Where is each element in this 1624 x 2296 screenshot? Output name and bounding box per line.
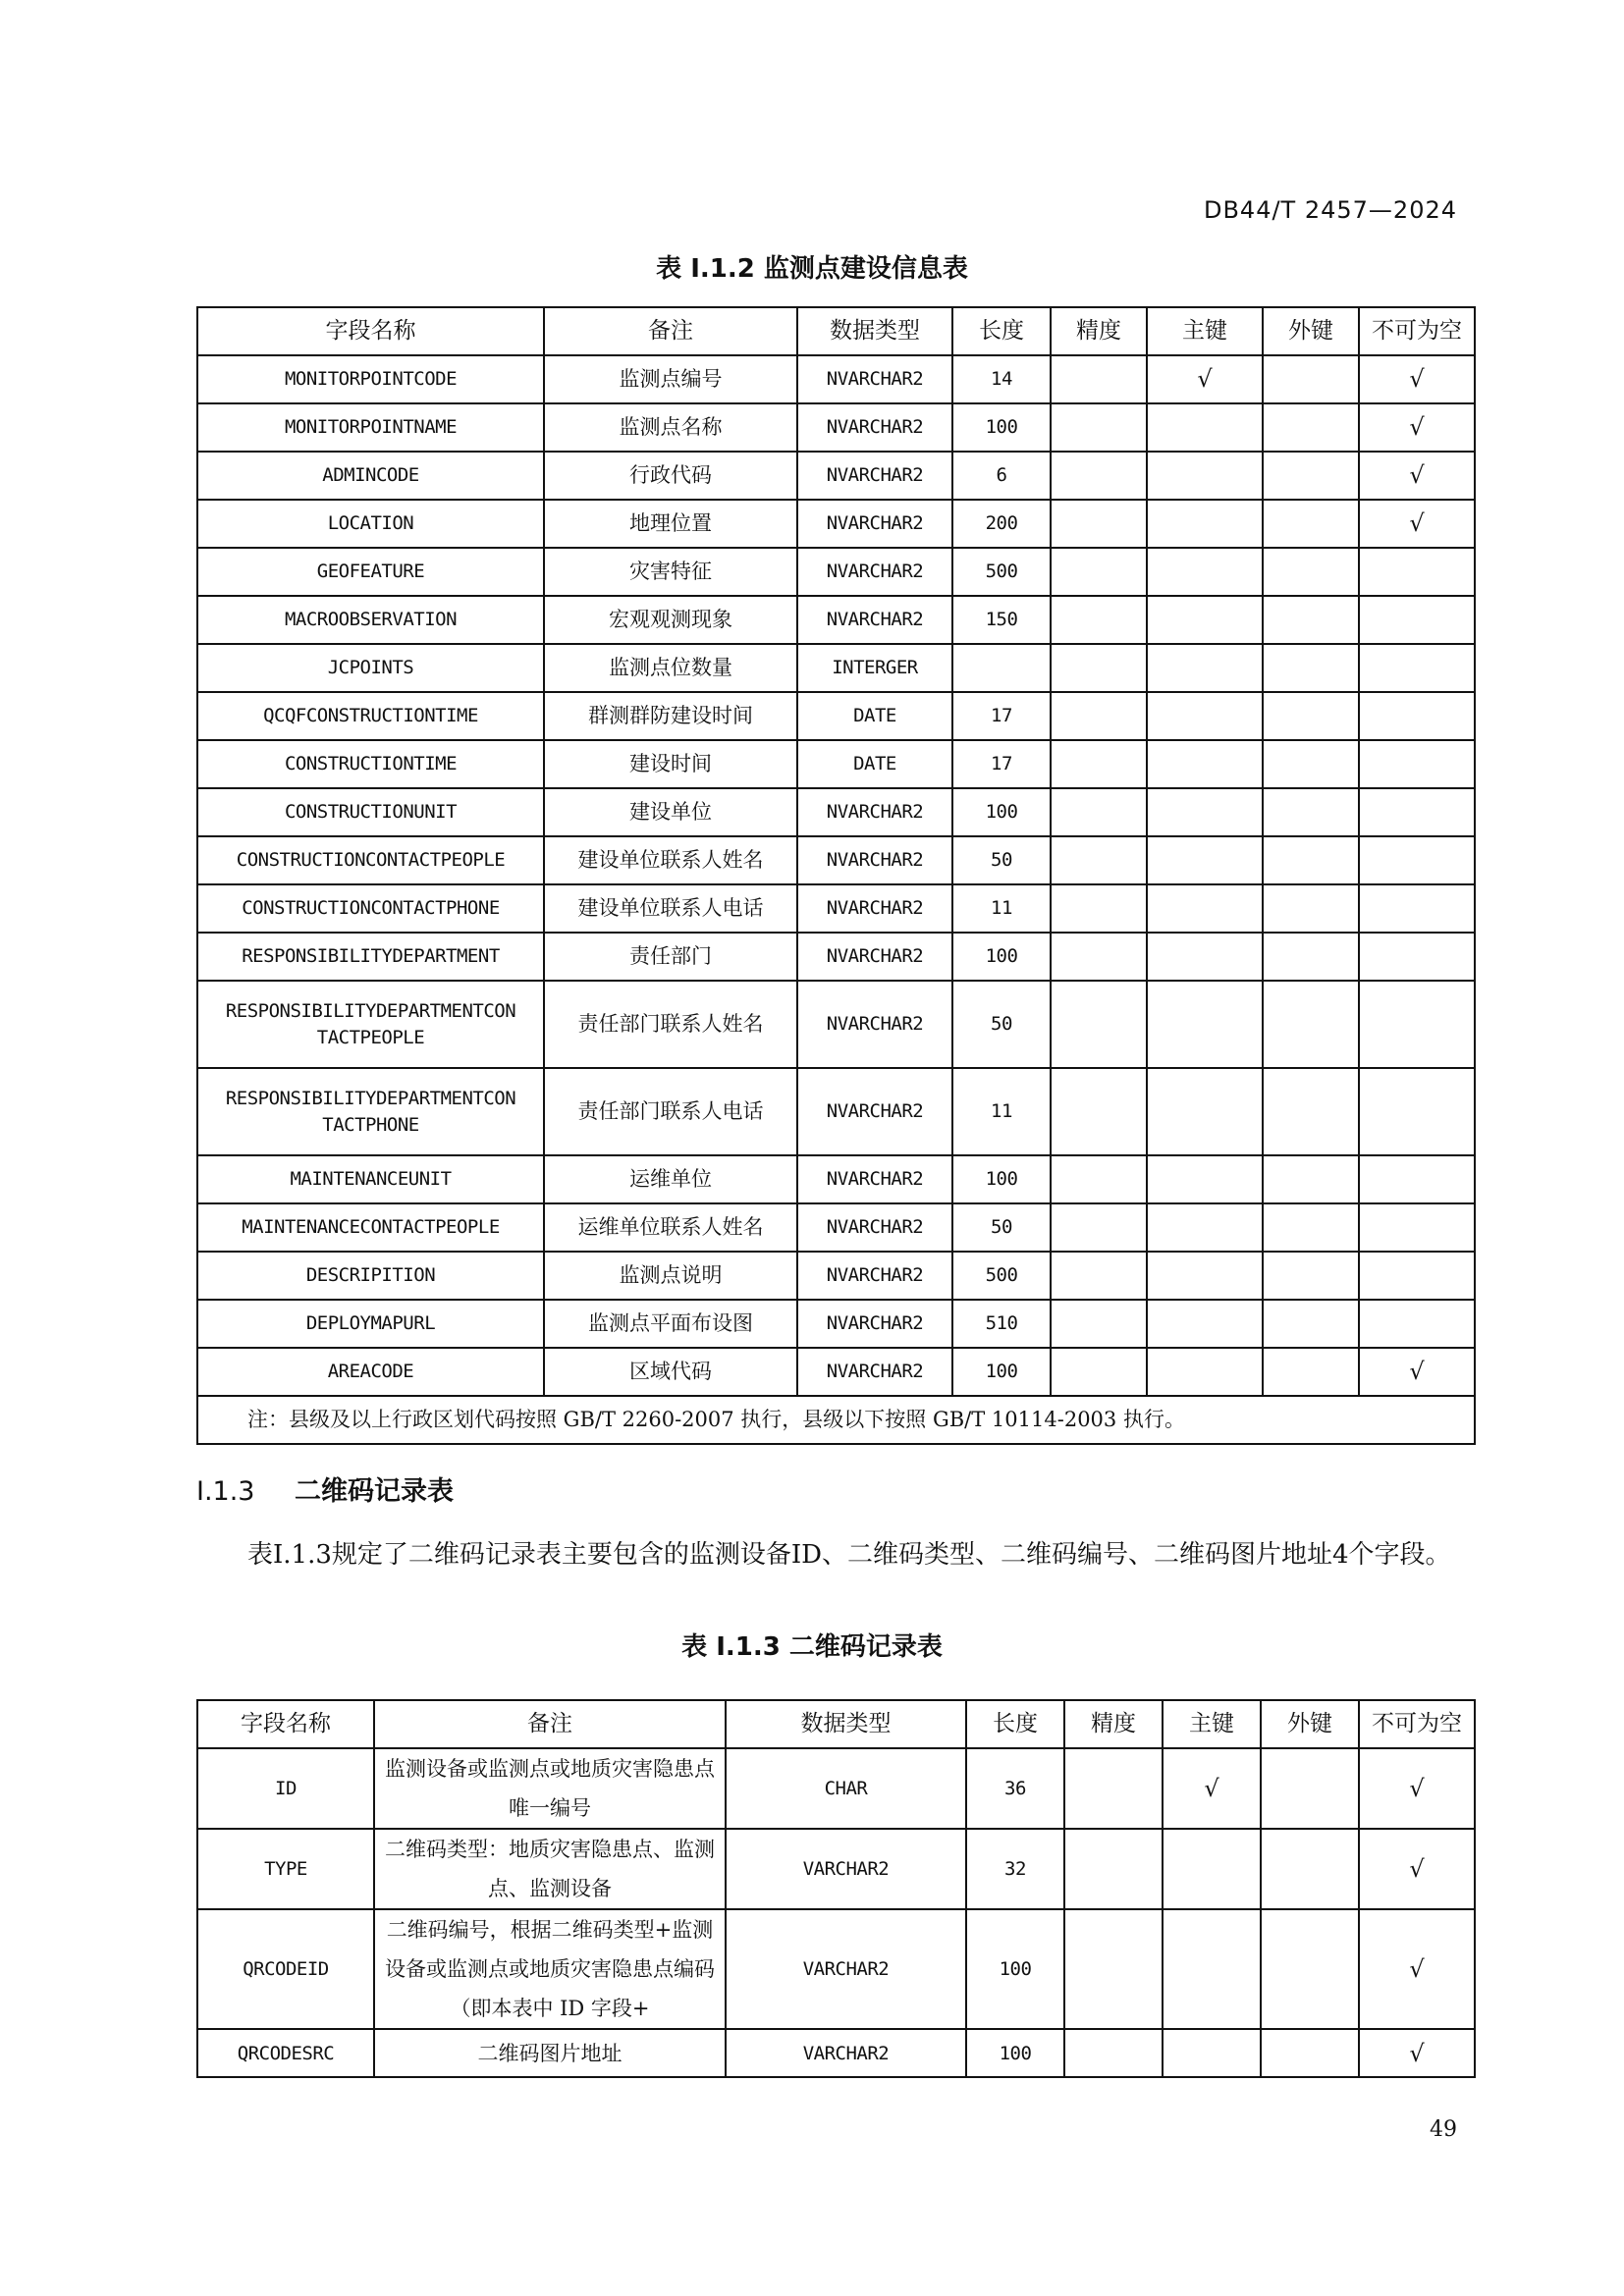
table-row [197,1748,1475,1829]
length-cell: 100 [952,933,1051,981]
data-type-cell: NVARCHAR2 [797,1155,952,1203]
length-cell: 500 [952,548,1051,596]
primary-key-cell [1147,836,1263,884]
table-row [197,1348,1475,1396]
field-name-cell: QRCODESRC [197,2029,374,2077]
table-row [197,788,1475,836]
primary-key-cell [1163,1909,1261,2029]
table-row [197,500,1475,548]
foreign-key-cell [1263,644,1359,692]
not-null-cell: √ [1359,2029,1475,2077]
column-header: 精度 [1064,1700,1163,1748]
foreign-key-cell [1263,1203,1359,1252]
primary-key-cell [1147,1155,1263,1203]
length-cell: 50 [952,981,1051,1068]
data-type-cell: INTERGER [797,644,952,692]
field-name-cell: MONITORPOINTCODE [197,355,544,403]
field-name-cell: MAINTENANCEUNIT [197,1155,544,1203]
not-null-cell [1359,1155,1475,1203]
data-type-cell: VARCHAR2 [726,1829,966,1909]
foreign-key-cell [1261,1829,1359,1909]
precision-cell [1051,740,1147,788]
table-row [197,933,1475,981]
foreign-key-cell [1263,355,1359,403]
field-name-cell: DESCRIPITION [197,1252,544,1300]
not-null-cell: √ [1359,403,1475,452]
table-row [197,355,1475,403]
remark-cell: 二维码类型：地质灾害隐患点、监测点、监测设备 [374,1829,726,1909]
field-name-cell: DEPLOYMAPURL [197,1300,544,1348]
table-row [197,884,1475,933]
length-cell: 100 [952,403,1051,452]
column-header: 不可为空 [1359,1700,1475,1748]
data-type-cell: NVARCHAR2 [797,500,952,548]
primary-key-cell [1147,452,1263,500]
precision-cell [1051,1068,1147,1155]
remark-cell: 监测点平面布设图 [544,1300,797,1348]
precision-cell [1051,1348,1147,1396]
remark-cell: 责任部门联系人电话 [544,1068,797,1155]
remark-cell: 责任部门 [544,933,797,981]
section-number: I.1.3 [196,1476,255,1507]
not-null-cell: √ [1359,1348,1475,1396]
remark-cell: 地理位置 [544,500,797,548]
length-cell: 50 [952,836,1051,884]
data-type-cell: NVARCHAR2 [797,1300,952,1348]
table-row [197,1203,1475,1252]
column-header: 字段名称 [197,307,544,355]
page-number: 49 [1430,2117,1457,2142]
remark-cell: 建设单位 [544,788,797,836]
not-null-cell: √ [1359,452,1475,500]
data-type-cell: DATE [797,692,952,740]
not-null-cell [1359,644,1475,692]
table-header-row [197,1700,1475,1748]
data-type-cell: VARCHAR2 [726,1909,966,2029]
data-type-cell: NVARCHAR2 [797,1203,952,1252]
column-header: 数据类型 [797,307,952,355]
monitor-point-info-table [196,306,1476,1445]
table-row [197,1829,1475,1909]
length-cell: 100 [966,1909,1064,2029]
primary-key-cell [1147,1252,1263,1300]
table-row [197,548,1475,596]
table-note: 注：县级及以上行政区划代码按照 GB/T 2260-2007 执行，县级以下按照 GB/T 10114-2003 执行。 [197,1396,1475,1444]
field-name-cell: GEOFEATURE [197,548,544,596]
foreign-key-cell [1261,2029,1359,2077]
precision-cell [1051,1252,1147,1300]
remark-cell: 二维码图片地址 [374,2029,726,2077]
precision-cell [1051,692,1147,740]
primary-key-cell [1147,548,1263,596]
length-cell [952,644,1051,692]
not-null-cell [1359,788,1475,836]
data-type-cell: NVARCHAR2 [797,1348,952,1396]
precision-cell [1051,1155,1147,1203]
remark-cell: 责任部门联系人姓名 [544,981,797,1068]
length-cell: 11 [952,884,1051,933]
foreign-key-cell [1263,500,1359,548]
not-null-cell: √ [1359,1909,1475,2029]
length-cell: 100 [952,1348,1051,1396]
remark-cell: 监测点说明 [544,1252,797,1300]
primary-key-cell [1147,788,1263,836]
not-null-cell: √ [1359,1829,1475,1909]
field-name-cell: MAINTENANCECONTACTPEOPLE [197,1203,544,1252]
length-cell: 36 [966,1748,1064,1829]
precision-cell [1051,884,1147,933]
remark-cell: 灾害特征 [544,548,797,596]
section-heading [196,1469,454,1508]
data-type-cell: NVARCHAR2 [797,884,952,933]
primary-key-cell [1147,1068,1263,1155]
column-header: 外键 [1261,1700,1359,1748]
length-cell: 32 [966,1829,1064,1909]
not-null-cell [1359,548,1475,596]
not-null-cell [1359,1252,1475,1300]
remark-cell: 宏观观测现象 [544,596,797,644]
column-header: 主键 [1147,307,1263,355]
precision-cell [1051,836,1147,884]
data-type-cell: NVARCHAR2 [797,596,952,644]
foreign-key-cell [1263,1068,1359,1155]
table-row [197,692,1475,740]
precision-cell [1051,644,1147,692]
primary-key-cell [1147,1348,1263,1396]
table-row [197,740,1475,788]
section-paragraph: 表I.1.3规定了二维码记录表主要包含的监测设备ID、二维码类型、二维码编号、二维码图片地址4个字段。 [247,1540,1451,1570]
not-null-cell [1359,596,1475,644]
primary-key-cell [1147,403,1263,452]
primary-key-cell [1147,1300,1263,1348]
table-row [197,644,1475,692]
column-header: 主键 [1163,1700,1261,1748]
length-cell: 50 [952,1203,1051,1252]
precision-cell [1051,403,1147,452]
primary-key-cell [1163,2029,1261,2077]
foreign-key-cell [1263,1348,1359,1396]
table-row [197,1300,1475,1348]
length-cell: 200 [952,500,1051,548]
primary-key-cell [1147,500,1263,548]
remark-cell: 群测群防建设时间 [544,692,797,740]
table-row [197,1252,1475,1300]
length-cell: 100 [966,2029,1064,2077]
field-name-cell: AREACODE [197,1348,544,1396]
data-type-cell: DATE [797,740,952,788]
precision-cell [1051,1300,1147,1348]
precision-cell [1051,933,1147,981]
not-null-cell [1359,1203,1475,1252]
primary-key-cell [1147,884,1263,933]
precision-cell [1064,1748,1163,1829]
precision-cell [1051,1203,1147,1252]
foreign-key-cell [1263,1155,1359,1203]
not-null-cell [1359,1068,1475,1155]
column-header: 精度 [1051,307,1147,355]
field-name-cell: RESPONSIBILITYDEPARTMENTCON TACTPEOPLE [197,981,544,1068]
precision-cell [1051,596,1147,644]
length-cell: 6 [952,452,1051,500]
length-cell: 510 [952,1300,1051,1348]
not-null-cell [1359,933,1475,981]
foreign-key-cell [1263,596,1359,644]
not-null-cell [1359,981,1475,1068]
length-cell: 500 [952,1252,1051,1300]
table-caption-qrcode: 表 I.1.3 二维码记录表 [681,1632,943,1662]
precision-cell [1051,355,1147,403]
field-name-cell: CONSTRUCTIONCONTACTPHONE [197,884,544,933]
not-null-cell [1359,692,1475,740]
foreign-key-cell [1263,884,1359,933]
field-name-cell: MACROOBSERVATION [197,596,544,644]
remark-cell: 监测点位数量 [544,644,797,692]
primary-key-cell: √ [1147,355,1263,403]
foreign-key-cell [1263,836,1359,884]
not-null-cell [1359,740,1475,788]
not-null-cell: √ [1359,355,1475,403]
table-row [197,1068,1475,1155]
precision-cell [1064,1829,1163,1909]
primary-key-cell [1147,644,1263,692]
field-name-cell: QRCODEID [197,1909,374,2029]
foreign-key-cell [1263,981,1359,1068]
foreign-key-cell [1263,740,1359,788]
field-name-cell: ADMINCODE [197,452,544,500]
data-type-cell: NVARCHAR2 [797,1068,952,1155]
foreign-key-cell [1261,1748,1359,1829]
precision-cell [1064,1909,1163,2029]
length-cell: 17 [952,692,1051,740]
remark-cell: 区域代码 [544,1348,797,1396]
data-type-cell: NVARCHAR2 [797,548,952,596]
column-header: 长度 [952,307,1051,355]
section-title: 二维码记录表 [295,1476,454,1507]
precision-cell [1051,548,1147,596]
foreign-key-cell [1263,788,1359,836]
column-header: 不可为空 [1359,307,1475,355]
table-row [197,452,1475,500]
column-header: 长度 [966,1700,1064,1748]
field-name-cell: MONITORPOINTNAME [197,403,544,452]
table-row [197,981,1475,1068]
primary-key-cell [1163,1829,1261,1909]
length-cell: 14 [952,355,1051,403]
data-type-cell: NVARCHAR2 [797,933,952,981]
remark-cell: 运维单位联系人姓名 [544,1203,797,1252]
remark-cell: 监测设备或监测点或地质灾害隐患点唯一编号 [374,1748,726,1829]
field-name-cell: CONSTRUCTIONTIME [197,740,544,788]
not-null-cell [1359,836,1475,884]
remark-cell: 建设单位联系人电话 [544,884,797,933]
length-cell: 17 [952,740,1051,788]
length-cell: 100 [952,1155,1051,1203]
foreign-key-cell [1263,452,1359,500]
field-name-cell: RESPONSIBILITYDEPARTMENT [197,933,544,981]
remark-cell: 监测点编号 [544,355,797,403]
precision-cell [1051,981,1147,1068]
column-header: 备注 [374,1700,726,1748]
data-type-cell: NVARCHAR2 [797,403,952,452]
column-header: 字段名称 [197,1700,374,1748]
data-type-cell: NVARCHAR2 [797,788,952,836]
primary-key-cell [1147,740,1263,788]
field-name-cell: QCQFCONSTRUCTIONTIME [197,692,544,740]
primary-key-cell: √ [1163,1748,1261,1829]
data-type-cell: NVARCHAR2 [797,981,952,1068]
primary-key-cell [1147,1203,1263,1252]
column-header: 外键 [1263,307,1359,355]
not-null-cell: √ [1359,1748,1475,1829]
field-name-cell: LOCATION [197,500,544,548]
remark-cell: 二维码编号，根据二维码类型+监测设备或监测点或地质灾害隐患点编码（即本表中 ID 字段+ [374,1909,726,2029]
remark-cell: 建设单位联系人姓名 [544,836,797,884]
remark-cell: 运维单位 [544,1155,797,1203]
remark-cell: 建设时间 [544,740,797,788]
remark-cell: 监测点名称 [544,403,797,452]
field-name-cell: CONSTRUCTIONUNIT [197,788,544,836]
column-header: 数据类型 [726,1700,966,1748]
data-type-cell: NVARCHAR2 [797,355,952,403]
remark-cell: 行政代码 [544,452,797,500]
precision-cell [1051,452,1147,500]
table-header-row [197,307,1475,355]
table-row [197,596,1475,644]
table-row [197,1155,1475,1203]
document-code: DB44/T 2457—2024 [1203,196,1457,224]
foreign-key-cell [1263,933,1359,981]
field-name-cell: JCPOINTS [197,644,544,692]
table-row [197,836,1475,884]
foreign-key-cell [1263,1300,1359,1348]
data-type-cell: NVARCHAR2 [797,836,952,884]
data-type-cell: NVARCHAR2 [797,1252,952,1300]
table-caption-monitor-point: 表 I.1.2 监测点建设信息表 [656,254,968,284]
length-cell: 100 [952,788,1051,836]
not-null-cell [1359,884,1475,933]
precision-cell [1064,2029,1163,2077]
primary-key-cell [1147,692,1263,740]
data-type-cell: NVARCHAR2 [797,452,952,500]
data-type-cell: VARCHAR2 [726,2029,966,2077]
not-null-cell: √ [1359,500,1475,548]
data-type-cell: CHAR [726,1748,966,1829]
primary-key-cell [1147,981,1263,1068]
field-name-cell: RESPONSIBILITYDEPARTMENTCON TACTPHONE [197,1068,544,1155]
length-cell: 11 [952,1068,1051,1155]
primary-key-cell [1147,596,1263,644]
not-null-cell [1359,1300,1475,1348]
table-row [197,403,1475,452]
precision-cell [1051,500,1147,548]
foreign-key-cell [1261,1909,1359,2029]
primary-key-cell [1147,933,1263,981]
column-header: 备注 [544,307,797,355]
foreign-key-cell [1263,548,1359,596]
qrcode-record-table [196,1699,1476,2078]
foreign-key-cell [1263,692,1359,740]
table-note-row [197,1396,1475,1444]
field-name-cell: CONSTRUCTIONCONTACTPEOPLE [197,836,544,884]
table-row [197,1909,1475,2029]
precision-cell [1051,788,1147,836]
field-name-cell: TYPE [197,1829,374,1909]
length-cell: 150 [952,596,1051,644]
foreign-key-cell [1263,1252,1359,1300]
table-row [197,2029,1475,2077]
foreign-key-cell [1263,403,1359,452]
field-name-cell: ID [197,1748,374,1829]
